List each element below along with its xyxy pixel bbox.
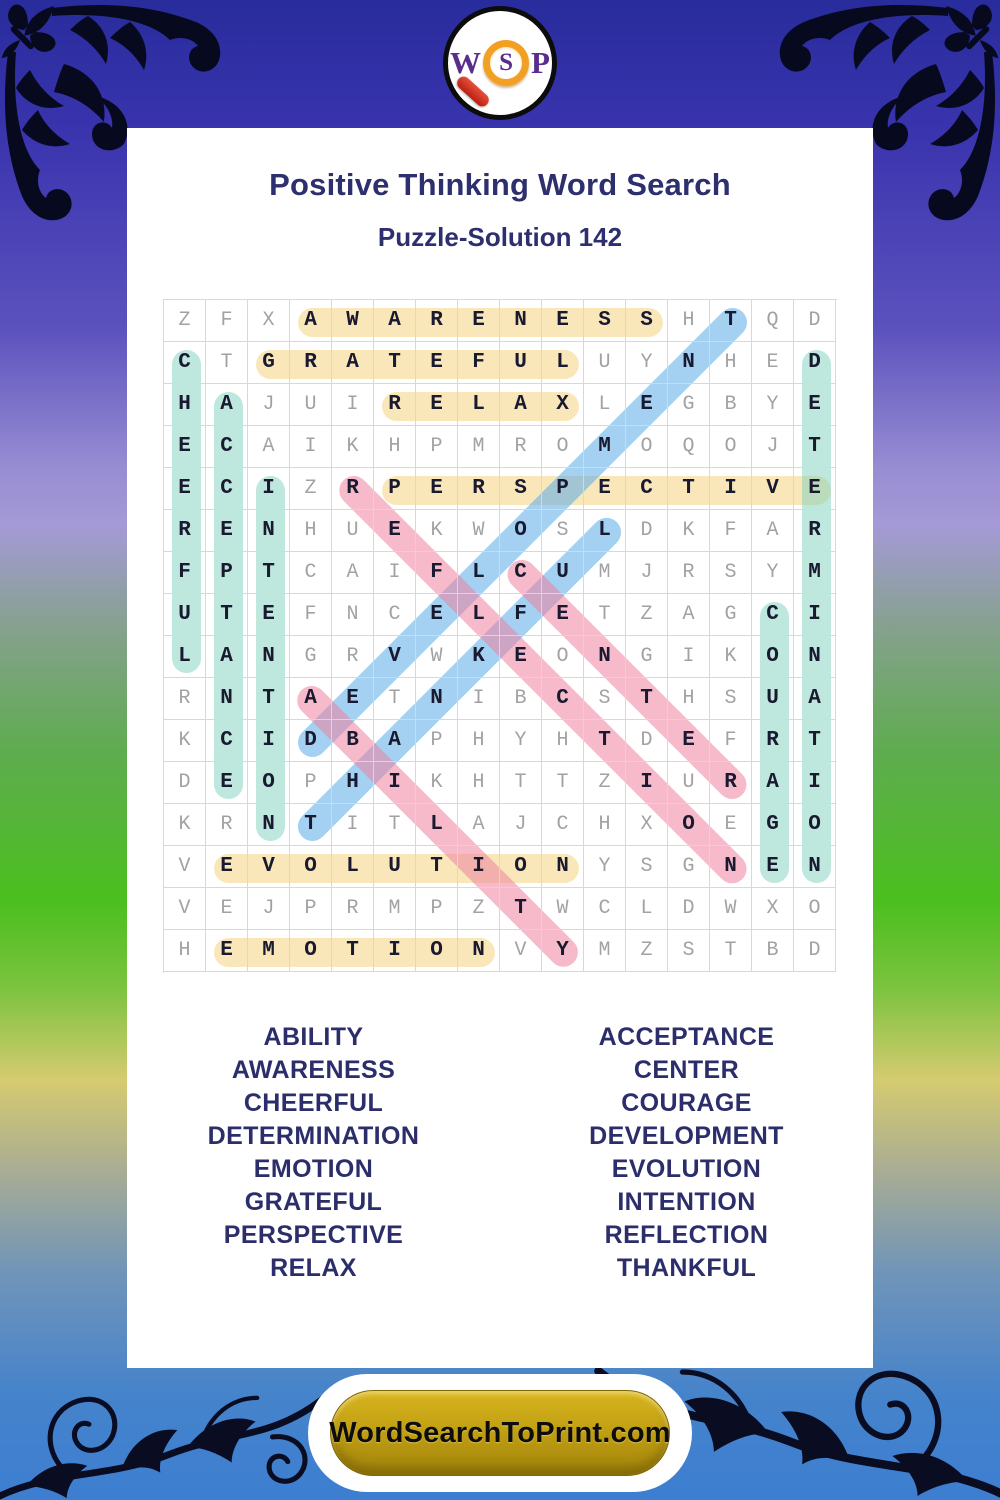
- grid-cell: T: [500, 762, 542, 804]
- grid-cell: H: [374, 426, 416, 468]
- grid-cell: N: [794, 846, 836, 888]
- grid-cell: A: [752, 510, 794, 552]
- footer-pill: [308, 1374, 692, 1492]
- grid-cell: I: [458, 678, 500, 720]
- grid-cell: D: [794, 300, 836, 342]
- grid-cell: H: [332, 762, 374, 804]
- word-list-item: PERSPECTIVE: [223, 1221, 404, 1249]
- grid-cell: V: [752, 468, 794, 510]
- grid-cell: E: [416, 594, 458, 636]
- grid-cell: E: [794, 384, 836, 426]
- grid-cell: N: [500, 300, 542, 342]
- grid-cell: U: [374, 846, 416, 888]
- grid-cell: V: [500, 930, 542, 972]
- grid-cell: G: [710, 594, 752, 636]
- grid-cell: D: [626, 510, 668, 552]
- word-list-item: REFLECTION: [604, 1221, 769, 1249]
- grid-cell: H: [710, 342, 752, 384]
- grid-cell: D: [626, 720, 668, 762]
- grid-cell: L: [332, 846, 374, 888]
- grid-cell: L: [416, 804, 458, 846]
- grid-cell: O: [668, 804, 710, 846]
- grid-cell: A: [374, 720, 416, 762]
- letter-grid: [164, 300, 837, 972]
- grid-cell: L: [164, 636, 206, 678]
- grid-cell: S: [584, 300, 626, 342]
- grid-cell: C: [542, 678, 584, 720]
- grid-cell: O: [542, 636, 584, 678]
- grid-cell: H: [542, 720, 584, 762]
- grid-cell: P: [290, 762, 332, 804]
- grid-cell: A: [794, 678, 836, 720]
- grid-cell: R: [416, 300, 458, 342]
- grid-cell: E: [332, 678, 374, 720]
- grid-cell: E: [416, 384, 458, 426]
- grid-cell: I: [374, 762, 416, 804]
- grid-cell: W: [542, 888, 584, 930]
- grid-cell: P: [206, 552, 248, 594]
- grid-cell: T: [542, 762, 584, 804]
- grid-cell: Z: [626, 930, 668, 972]
- grid-cell: N: [332, 594, 374, 636]
- grid-cell: T: [248, 552, 290, 594]
- grid-cell: A: [458, 804, 500, 846]
- grid-cell: J: [500, 804, 542, 846]
- grid-cell: A: [206, 384, 248, 426]
- grid-cell: X: [626, 804, 668, 846]
- grid-cell: A: [374, 300, 416, 342]
- grid-cell: O: [542, 426, 584, 468]
- magnifier-lens-icon: [483, 40, 529, 86]
- grid-cell: N: [710, 846, 752, 888]
- grid-cell: R: [794, 510, 836, 552]
- grid-cell: O: [794, 888, 836, 930]
- grid-cell: R: [164, 678, 206, 720]
- grid-cell: N: [248, 804, 290, 846]
- grid-cell: R: [668, 552, 710, 594]
- grid-cell: Y: [500, 720, 542, 762]
- grid-cell: U: [668, 762, 710, 804]
- grid-cell: E: [164, 426, 206, 468]
- grid-cell: P: [542, 468, 584, 510]
- grid-cell: O: [794, 804, 836, 846]
- grid-cell: R: [332, 888, 374, 930]
- grid-cell: M: [248, 930, 290, 972]
- grid-cell: D: [290, 720, 332, 762]
- grid-cell: M: [458, 426, 500, 468]
- grid-cell: F: [416, 552, 458, 594]
- grid-cell: H: [290, 510, 332, 552]
- word-list-item: AWARENESS: [231, 1056, 396, 1084]
- logo-letter-p: P: [531, 45, 550, 80]
- grid-cell: H: [458, 720, 500, 762]
- grid-cell: I: [374, 552, 416, 594]
- grid-cell: E: [416, 468, 458, 510]
- word-list-item: THANKFUL: [616, 1254, 757, 1282]
- grid-cell: E: [752, 342, 794, 384]
- word-list-item: COURAGE: [621, 1089, 752, 1117]
- page-subtitle: Puzzle-Solution 142: [377, 222, 623, 252]
- grid-cell: C: [626, 468, 668, 510]
- grid-cell: E: [206, 846, 248, 888]
- grid-cell: E: [710, 804, 752, 846]
- grid-cell: K: [668, 510, 710, 552]
- grid-cell: O: [290, 846, 332, 888]
- grid-cell: L: [458, 552, 500, 594]
- grid-cell: E: [416, 342, 458, 384]
- grid-cell: E: [206, 930, 248, 972]
- grid-cell: F: [206, 300, 248, 342]
- grid-cell: N: [542, 846, 584, 888]
- grid-cell: P: [416, 720, 458, 762]
- logo-letter-w: W: [450, 45, 482, 80]
- grid-cell: R: [164, 510, 206, 552]
- grid-cell: I: [668, 636, 710, 678]
- grid-cell: C: [164, 342, 206, 384]
- grid-cell: T: [374, 804, 416, 846]
- grid-cell: C: [206, 468, 248, 510]
- grid-cell: F: [710, 510, 752, 552]
- grid-cell: L: [584, 510, 626, 552]
- grid-cell: T: [332, 930, 374, 972]
- grid-cell: R: [332, 468, 374, 510]
- grid-cell: F: [458, 342, 500, 384]
- grid-cell: J: [248, 384, 290, 426]
- grid-cell: Z: [626, 594, 668, 636]
- grid-cell: U: [542, 552, 584, 594]
- grid-cell: T: [206, 594, 248, 636]
- grid-cell: K: [332, 426, 374, 468]
- grid-cell: I: [626, 762, 668, 804]
- grid-cell: T: [626, 678, 668, 720]
- grid-cell: T: [416, 846, 458, 888]
- word-list-item: INTENTION: [617, 1188, 756, 1216]
- grid-cell: T: [500, 888, 542, 930]
- grid-cell: Z: [290, 468, 332, 510]
- logo-letter-s: S: [499, 49, 513, 76]
- word-list-item: RELAX: [270, 1254, 357, 1282]
- grid-cell: Y: [626, 342, 668, 384]
- grid-cell: N: [668, 342, 710, 384]
- grid-cell: X: [542, 384, 584, 426]
- grid-cell: R: [458, 468, 500, 510]
- grid-cell: G: [626, 636, 668, 678]
- grid-cell: E: [206, 510, 248, 552]
- grid-cell: C: [290, 552, 332, 594]
- grid-cell: G: [668, 846, 710, 888]
- grid-cell: U: [164, 594, 206, 636]
- grid-cell: Z: [458, 888, 500, 930]
- grid-cell: L: [584, 384, 626, 426]
- grid-cell: U: [752, 678, 794, 720]
- grid-cell: B: [332, 720, 374, 762]
- grid-cell: Z: [164, 300, 206, 342]
- grid-cell: E: [458, 300, 500, 342]
- grid-cell: T: [794, 426, 836, 468]
- grid-cell: T: [584, 720, 626, 762]
- grid-cell: D: [668, 888, 710, 930]
- grid-cell: K: [164, 804, 206, 846]
- grid-cell: W: [332, 300, 374, 342]
- grid-cell: W: [710, 888, 752, 930]
- grid-cell: A: [668, 594, 710, 636]
- grid-cell: D: [794, 342, 836, 384]
- grid-cell: T: [710, 300, 752, 342]
- grid-cell: S: [668, 930, 710, 972]
- grid-cell: B: [710, 384, 752, 426]
- grid-cell: Y: [542, 930, 584, 972]
- grid-cell: Y: [752, 552, 794, 594]
- grid-cell: A: [206, 636, 248, 678]
- word-list-item: EMOTION: [253, 1155, 374, 1183]
- grid-cell: G: [752, 804, 794, 846]
- grid-cell: A: [248, 426, 290, 468]
- grid-cell: L: [458, 594, 500, 636]
- grid-cell: M: [374, 888, 416, 930]
- grid-cell: L: [458, 384, 500, 426]
- grid-cell: T: [290, 804, 332, 846]
- grid-cell: R: [290, 342, 332, 384]
- grid-cell: C: [206, 426, 248, 468]
- grid-cell: H: [668, 678, 710, 720]
- grid-cell: L: [542, 342, 584, 384]
- grid-cell: J: [752, 426, 794, 468]
- grid-cell: I: [248, 468, 290, 510]
- grid-cell: V: [164, 888, 206, 930]
- grid-cell: C: [374, 594, 416, 636]
- grid-cell: T: [584, 594, 626, 636]
- grid-cell: M: [794, 552, 836, 594]
- grid-cell: E: [206, 762, 248, 804]
- grid-cell: K: [164, 720, 206, 762]
- grid-cell: F: [710, 720, 752, 762]
- grid-cell: S: [710, 552, 752, 594]
- grid-cell: E: [164, 468, 206, 510]
- grid-cell: U: [332, 510, 374, 552]
- grid-cell: R: [752, 720, 794, 762]
- page-title: Positive Thinking Word Search: [269, 167, 731, 202]
- grid-cell: B: [500, 678, 542, 720]
- word-list-item: DETERMINATION: [207, 1122, 420, 1150]
- grid-cell: C: [500, 552, 542, 594]
- grid-cell: S: [626, 300, 668, 342]
- grid-cell: M: [584, 426, 626, 468]
- grid-cell: G: [290, 636, 332, 678]
- grid-cell: N: [248, 510, 290, 552]
- grid-cell: V: [164, 846, 206, 888]
- grid-cell: I: [332, 384, 374, 426]
- grid-cell: E: [626, 384, 668, 426]
- grid-cell: O: [500, 846, 542, 888]
- grid-cell: I: [374, 930, 416, 972]
- grid-cell: O: [710, 426, 752, 468]
- grid-cell: T: [206, 342, 248, 384]
- grid-cell: J: [626, 552, 668, 594]
- grid-cell: H: [458, 762, 500, 804]
- grid-cell: E: [248, 594, 290, 636]
- grid-cell: C: [542, 804, 584, 846]
- grid-cell: E: [668, 720, 710, 762]
- grid-cell: Y: [752, 384, 794, 426]
- grid-cell: C: [752, 594, 794, 636]
- grid-cell: E: [752, 846, 794, 888]
- website-link-button[interactable]: WordSearchToPrint.com: [330, 1390, 670, 1476]
- grid-cell: T: [374, 678, 416, 720]
- grid-cell: P: [416, 426, 458, 468]
- grid-cell: W: [458, 510, 500, 552]
- grid-cell: S: [626, 846, 668, 888]
- grid-cell: I: [794, 594, 836, 636]
- grid-cell: I: [290, 426, 332, 468]
- grid-cell: A: [752, 762, 794, 804]
- grid-cell: I: [248, 720, 290, 762]
- grid-cell: N: [458, 930, 500, 972]
- grid-cell: S: [584, 678, 626, 720]
- grid-cell: N: [416, 678, 458, 720]
- grid-cell: R: [500, 426, 542, 468]
- grid-cell: C: [584, 888, 626, 930]
- grid-cell: I: [710, 468, 752, 510]
- grid-cell: K: [416, 510, 458, 552]
- grid-cell: O: [416, 930, 458, 972]
- puzzle-grid: [163, 299, 837, 973]
- word-list-right: [500, 1021, 873, 1285]
- grid-cell: L: [626, 888, 668, 930]
- word-list-item: CHEERFUL: [243, 1089, 384, 1117]
- grid-cell: N: [206, 678, 248, 720]
- grid-cell: O: [500, 510, 542, 552]
- puzzle-card: [127, 128, 873, 1368]
- grid-cell: Z: [584, 762, 626, 804]
- grid-cell: H: [584, 804, 626, 846]
- grid-cell: N: [794, 636, 836, 678]
- grid-cell: N: [248, 636, 290, 678]
- grid-cell: E: [542, 594, 584, 636]
- word-list-item: DEVELOPMENT: [589, 1122, 784, 1150]
- grid-cell: X: [248, 300, 290, 342]
- grid-cell: F: [164, 552, 206, 594]
- grid-cell: R: [710, 762, 752, 804]
- grid-cell: Q: [752, 300, 794, 342]
- word-list: [127, 1021, 873, 1285]
- grid-cell: T: [374, 342, 416, 384]
- grid-cell: V: [248, 846, 290, 888]
- grid-cell: C: [206, 720, 248, 762]
- word-list-item: EVOLUTION: [611, 1155, 762, 1183]
- grid-cell: R: [206, 804, 248, 846]
- grid-cell: I: [332, 804, 374, 846]
- grid-cell: T: [248, 678, 290, 720]
- grid-cell: E: [374, 510, 416, 552]
- grid-cell: R: [374, 384, 416, 426]
- grid-cell: A: [290, 678, 332, 720]
- grid-cell: F: [290, 594, 332, 636]
- grid-cell: S: [500, 468, 542, 510]
- grid-cell: U: [500, 342, 542, 384]
- grid-cell: X: [752, 888, 794, 930]
- grid-cell: E: [794, 468, 836, 510]
- grid-cell: I: [794, 762, 836, 804]
- grid-cell: E: [584, 468, 626, 510]
- grid-cell: K: [416, 762, 458, 804]
- grid-cell: G: [668, 384, 710, 426]
- grid-cell: D: [164, 762, 206, 804]
- grid-cell: A: [332, 552, 374, 594]
- grid-cell: S: [542, 510, 584, 552]
- grid-cell: A: [290, 300, 332, 342]
- grid-cell: P: [374, 468, 416, 510]
- grid-cell: Q: [668, 426, 710, 468]
- grid-cell: J: [248, 888, 290, 930]
- grid-cell: P: [290, 888, 332, 930]
- word-list-item: CENTER: [633, 1056, 740, 1084]
- grid-cell: A: [500, 384, 542, 426]
- grid-cell: T: [710, 930, 752, 972]
- word-list-item: ABILITY: [263, 1023, 364, 1051]
- grid-cell: K: [458, 636, 500, 678]
- grid-cell: T: [794, 720, 836, 762]
- grid-cell: Y: [584, 846, 626, 888]
- grid-cell: W: [416, 636, 458, 678]
- grid-cell: R: [332, 636, 374, 678]
- grid-cell: V: [374, 636, 416, 678]
- grid-cell: O: [248, 762, 290, 804]
- grid-cell: O: [752, 636, 794, 678]
- grid-cell: N: [584, 636, 626, 678]
- grid-cell: E: [206, 888, 248, 930]
- grid-cell: O: [290, 930, 332, 972]
- grid-cell: H: [164, 930, 206, 972]
- grid-cell: E: [542, 300, 584, 342]
- grid-cell: M: [584, 552, 626, 594]
- grid-cell: U: [584, 342, 626, 384]
- grid-cell: T: [668, 468, 710, 510]
- grid-cell: M: [584, 930, 626, 972]
- word-list-item: ACCEPTANCE: [598, 1023, 775, 1051]
- corner-flourish-bottom-left-icon: [0, 1356, 332, 1500]
- grid-cell: S: [710, 678, 752, 720]
- grid-cell: F: [500, 594, 542, 636]
- grid-cell: O: [626, 426, 668, 468]
- grid-cell: H: [164, 384, 206, 426]
- grid-cell: P: [416, 888, 458, 930]
- grid-cell: B: [752, 930, 794, 972]
- grid-cell: E: [500, 636, 542, 678]
- word-list-item: GRATEFUL: [244, 1188, 383, 1216]
- grid-cell: A: [332, 342, 374, 384]
- grid-cell: U: [290, 384, 332, 426]
- grid-cell: K: [710, 636, 752, 678]
- grid-cell: D: [794, 930, 836, 972]
- grid-cell: G: [248, 342, 290, 384]
- grid-cell: I: [458, 846, 500, 888]
- brand-logo: [443, 6, 557, 120]
- grid-cell: H: [668, 300, 710, 342]
- word-list-left: [127, 1021, 500, 1285]
